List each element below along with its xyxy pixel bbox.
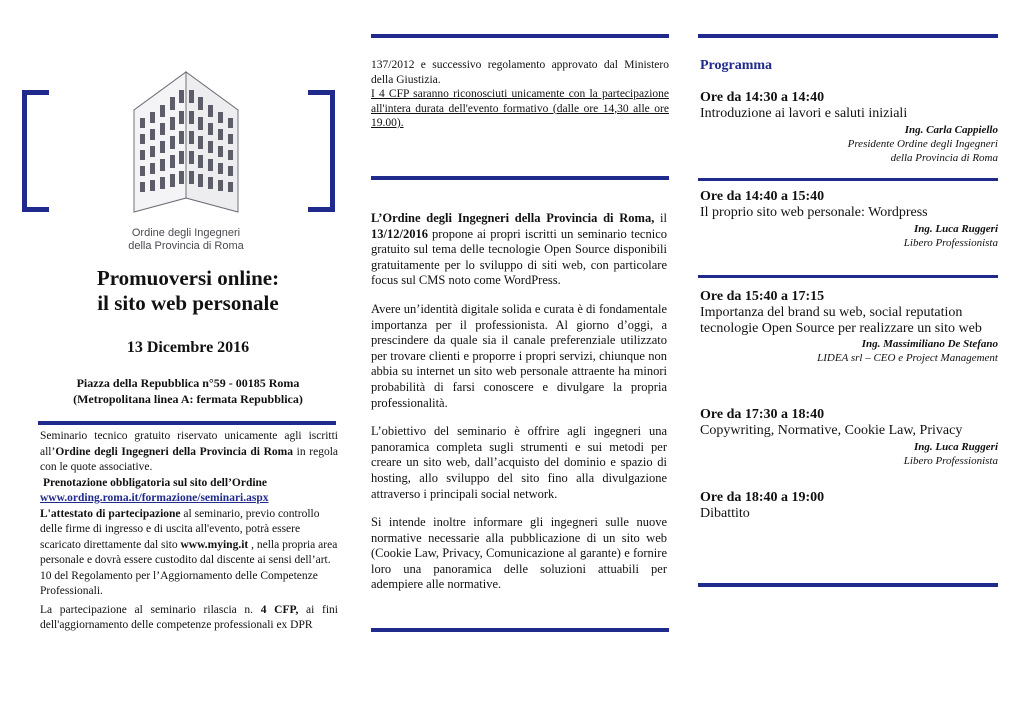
dpr-continuation: 137/2012 e successivo regolamento approvato dal Ministero della Giustizia. [371, 59, 669, 86]
program-divider-1 [698, 178, 998, 181]
session-topic: Copywriting, Normative, Cookie Law, Privacy [700, 423, 963, 438]
session-4 [700, 407, 998, 467]
intro-paragraph [371, 211, 667, 289]
cfp-text-end: ai fini dell'aggiornamento delle competenze professionali ex DPR [40, 603, 338, 631]
identity-paragraph: Avere un’identità digitale solida e curata è di fondamentale importanza per il professionista. Al giorno d’oggi, a prescindere da quale sia il canale preferenziale utilizzato per trovare clienti e proporre i propri servizi, chiunque non abbia su internet un sito web personale attraente ha minori probabilità di farsi conoscere e divulgare la propria professionalità. [371, 301, 667, 410]
logo-caption [126, 227, 246, 253]
normative-paragraph: Si intende inoltre informare gli ingegneri sulle nuove normative necessarie alla pubblicazione di un sito web (Cookie Law, Privacy, Comunicazione al garante) e fornire loro una panoramica delle soluzioni attuabili per adempiere alle normative. [371, 515, 667, 592]
attestato-label: L'attestato di partecipazione [40, 507, 181, 520]
session-topic: Importanza del brand su web, social reputation [700, 305, 963, 320]
session-speaker: Ing. Carla Cappiello [904, 124, 998, 136]
title-line-1: Promuoversi online: [96, 266, 280, 290]
address-line-1: Piazza della Repubblica n°59 - 00185 Roma [76, 376, 300, 390]
mying-site[interactable]: www.mying.it [180, 538, 249, 551]
program-heading: Programma [700, 58, 773, 73]
middle-top-notes [371, 58, 669, 131]
middle-description [371, 211, 667, 593]
session-5 [700, 490, 998, 522]
session-affiliation: Libero Professionista [903, 455, 998, 467]
cfp-note: I 4 CFP saranno riconosciuti unicamente con la partecipazione all'intera durata dell'evento formativo (dalle ore 14,30 alle ore 19.00). [371, 88, 669, 129]
session-3 [700, 289, 998, 364]
logo-line-1: Ordine degli Ingegneri [131, 227, 241, 239]
event-title [40, 266, 336, 316]
event-date: 13 Dicembre 2016 [126, 339, 250, 356]
info-cfp [40, 603, 338, 634]
address-line-2: (Metropolitana linea A: fermata Repubblica) [73, 392, 303, 406]
middle-second-divider [371, 176, 669, 180]
title-line-2: il sito web personale [97, 291, 279, 315]
session-speaker: Ing. Massimiliano De Stefano [861, 338, 998, 350]
info-attestato [40, 507, 338, 600]
logo-line-2: della Provincia di Roma [128, 240, 244, 252]
session-topic: Il proprio sito web personale: Wordpress [700, 205, 928, 220]
booking-required: Prenotazione obbligatoria sul sito dell’Ordine [43, 476, 268, 489]
session-topic: Dibattito [700, 506, 750, 521]
right-bottom-divider [698, 583, 998, 587]
eligibility-text-end: in regola con le quote associative. [40, 445, 338, 473]
attestato-text: al seminario, previo controllo delle firme di ingresso e di uscita all'evento, potrà essere scaricato direttamente dal sito [40, 507, 320, 551]
building-logo-icon [126, 70, 246, 220]
session-time: Ore da 15:40 a 17:15 [700, 289, 825, 304]
ordine-logo [126, 70, 246, 250]
program-divider-2 [698, 275, 998, 278]
booking-link-row [40, 491, 338, 507]
intro-ordine: L’Ordine degli Ingegneri della Provincia di Roma, [371, 211, 655, 225]
session-time: Ore da 17:30 a 18:40 [700, 407, 825, 422]
session-2 [700, 189, 998, 249]
session-affiliation: Libero Professionista [903, 237, 998, 249]
left-divider [38, 421, 336, 425]
intro-text: propone ai propri iscritti un seminario tecnico gratuito sul tema delle tecnologie Open Source disponibili gratuitamente per lo sviluppo di siti web, con particolare focus sul CMS noto come WordPress. [371, 226, 667, 288]
session-affiliation: LIDEA srl – CEO e Project Management [817, 352, 998, 364]
right-bracket-decoration [308, 90, 335, 212]
session-1 [700, 90, 998, 164]
session-affiliation-2: della Provincia di Roma [890, 152, 998, 164]
session-time: Ore da 14:30 a 14:40 [700, 90, 825, 105]
middle-bottom-divider [371, 628, 669, 632]
session-affiliation: Presidente Ordine degli Ingegneri [847, 138, 998, 150]
session-topic: Introduzione ai lavori e saluti iniziali [700, 106, 908, 121]
eligibility-text: Seminario tecnico gratuito riservato unicamente agli iscritti all’ [40, 430, 338, 458]
info-eligibility [40, 429, 338, 476]
session-speaker: Ing. Luca Ruggeri [913, 223, 998, 235]
intro-il: il [654, 211, 667, 225]
session-topic-2: tecnologie Open Source per realizzare un sito web [700, 321, 982, 336]
booking-link[interactable]: www.ording.roma.it/formazione/seminari.aspx [40, 492, 269, 504]
ordine-name: Ordine degli Ingegneri della Provincia di Roma [55, 445, 293, 458]
session-speaker: Ing. Luca Ruggeri [913, 441, 998, 453]
registration-info [40, 429, 338, 634]
cfp-text: La partecipazione al seminario rilascia n. [40, 603, 261, 616]
right-top-divider [698, 34, 998, 38]
middle-top-divider [371, 34, 669, 38]
session-time: Ore da 18:40 a 19:00 [700, 490, 825, 505]
event-address [40, 375, 336, 407]
left-bracket-decoration [22, 90, 49, 212]
session-time: Ore da 14:40 a 15:40 [700, 189, 825, 204]
cfp-count: 4 CFP, [260, 603, 299, 616]
intro-date: 13/12/2016 [371, 226, 428, 241]
attestato-text-end: , nella propria area personale e dovrà essere custodito dal discente ai sensi dell’art. 10 del Regolamento per l’Aggiornamento delle Competenze Professionali. [40, 538, 338, 597]
objective-paragraph: L’obiettivo del seminario è offrire agli ingegneri una panoramica completa sugli strumenti e sui metodi per creare un sito web, dall’acquisto del dominio e spazio di hosting, allo sviluppo del sito fino alla divulgazione attraverso i principali social network. [371, 424, 667, 501]
